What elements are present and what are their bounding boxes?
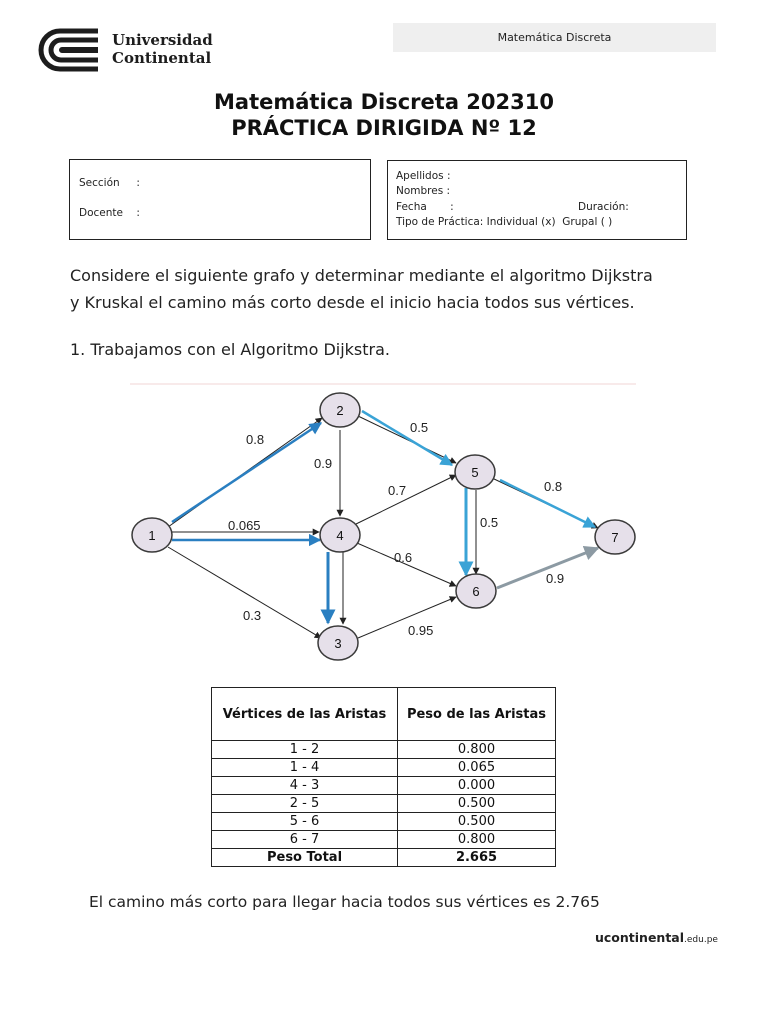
weight-4-6: 0.6 — [394, 550, 413, 565]
seccion-field: Sección : — [79, 177, 140, 189]
weight-1-4: 0.065 — [228, 518, 261, 533]
nombres-field: Nombres : — [396, 185, 451, 197]
edge-3-6 — [358, 597, 456, 638]
node-3 — [318, 626, 358, 660]
svg-text:2: 2 — [336, 403, 344, 418]
tipo-practica-field: Tipo de Práctica: Individual (x) Grupal ( ) — [396, 216, 613, 228]
table-header-row — [212, 688, 556, 741]
table-cell: 0.500 — [398, 795, 556, 813]
weight-4-5: 0.7 — [388, 483, 407, 498]
footer-brand-name: ucontinental — [595, 930, 685, 945]
table-cell: 2 - 5 — [212, 795, 398, 813]
weight-5-7: 0.8 — [544, 479, 563, 494]
page-subtitle: PRÁCTICA DIRIGIDA Nº 12 — [231, 116, 537, 140]
path-2-5 — [362, 411, 452, 465]
course-tag: Matemática Discreta — [393, 23, 716, 52]
university-logo — [38, 27, 218, 77]
table-cell: 0.500 — [398, 813, 556, 831]
table-cell: 4 - 3 — [212, 777, 398, 795]
table-cell: 6 - 7 — [212, 831, 398, 849]
edge-2-5 — [358, 416, 456, 463]
weight-1-2: 0.8 — [246, 432, 265, 447]
svg-text:7: 7 — [611, 530, 619, 545]
page-title: Matemática Discreta 202310 — [214, 90, 554, 114]
docente-field: Docente : — [79, 207, 140, 219]
step-heading: 1. Trabajamos con el Algoritmo Dijkstra. — [70, 340, 390, 359]
node-2 — [320, 393, 360, 427]
table-row — [212, 777, 556, 795]
table-cell: 0.800 — [398, 831, 556, 849]
conclusion-text: El camino más corto para llegar hacia todos sus vértices es 2.765 — [89, 893, 600, 911]
table-total-row — [212, 849, 556, 867]
table-cell: 0.800 — [398, 741, 556, 759]
svg-text:4: 4 — [336, 528, 344, 543]
weight-2-5: 0.5 — [410, 420, 429, 435]
logo-mark-icon — [38, 27, 102, 73]
table-cell: 0.065 — [398, 759, 556, 777]
node-1 — [132, 518, 172, 552]
dijkstra-graph — [120, 378, 640, 668]
table-cell: 0.000 — [398, 777, 556, 795]
weight-6-7: 0.9 — [546, 571, 565, 586]
svg-text:5: 5 — [471, 465, 479, 480]
footer-domain: .edu.pe — [684, 935, 718, 945]
table-row — [212, 795, 556, 813]
edge-1-3 — [168, 547, 321, 638]
apellidos-field: Apellidos : — [396, 170, 451, 182]
svg-text:1: 1 — [148, 528, 156, 543]
weight-5-6: 0.5 — [480, 515, 499, 530]
logo-text: Universidad Continental — [112, 31, 213, 67]
node-7 — [595, 520, 635, 554]
student-info-right — [387, 160, 687, 240]
table-cell: 5 - 6 — [212, 813, 398, 831]
fecha-field: Fecha : — [396, 201, 454, 213]
student-info-left — [69, 159, 371, 240]
footer-brand — [595, 930, 718, 945]
table-row — [212, 813, 556, 831]
weight-2-4: 0.9 — [314, 456, 333, 471]
node-4 — [320, 518, 360, 552]
node-6 — [456, 574, 496, 608]
total-value: 2.665 — [398, 849, 556, 867]
duracion-field: Duración: — [578, 201, 629, 213]
svg-text:6: 6 — [472, 584, 480, 599]
table-cell: 1 - 2 — [212, 741, 398, 759]
intro-paragraph: Considere el siguiente grafo y determinar mediante el algoritmo Dijkstra y Kruskal el camino más corto desde el inicio hacia todos sus vértices. — [70, 266, 653, 312]
weight-1-3: 0.3 — [243, 608, 262, 623]
table-cell: 1 - 4 — [212, 759, 398, 777]
total-label: Peso Total — [212, 849, 398, 867]
weight-3-6: 0.95 — [408, 623, 434, 638]
col-header-vertices: Vértices de las Aristas — [212, 688, 398, 741]
col-header-weight: Peso de las Aristas — [398, 688, 556, 741]
node-5 — [455, 455, 495, 489]
table-row — [212, 741, 556, 759]
edge-weights-table — [211, 687, 556, 867]
svg-text:3: 3 — [334, 636, 342, 651]
table-row — [212, 759, 556, 777]
table-row — [212, 831, 556, 849]
